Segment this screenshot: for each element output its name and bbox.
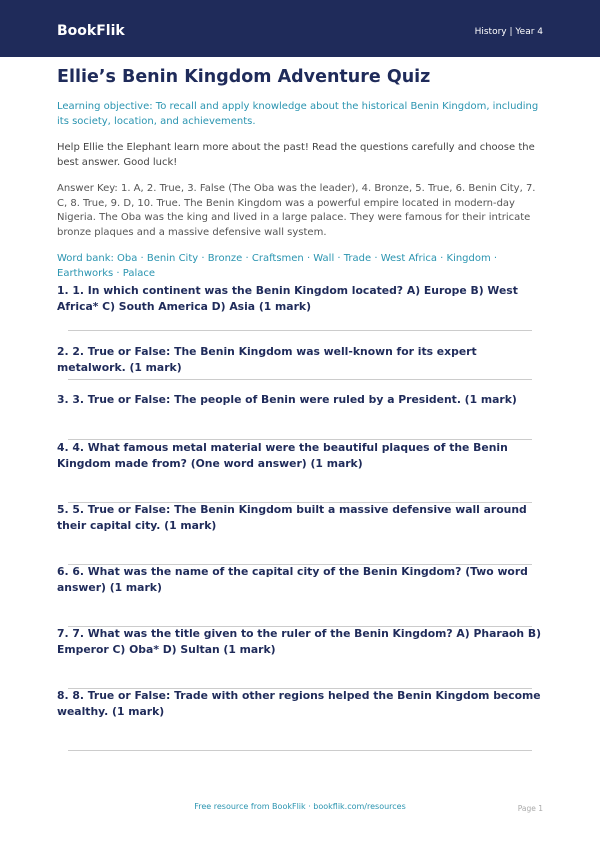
word-bank: Word bank: Oba · Benin City · Bronze · Craftsmen · Wall · Trade · West Africa · Kingdom · Earthworks · Palace [57,253,498,279]
question-8: 8. 8. True or False: Trade with other regions helped the Benin Kingdom become wealthy. (1 mark) [57,689,541,718]
answer-line-2[interactable] [68,379,532,380]
question-7: 7. 7. What was the title given to the ruler of the Benin Kingdom? A) Pharaoh B) Emperor C) Oba* D) Sultan (1 mark) [57,627,542,656]
page-number: Page 1 [517,804,543,813]
answer-line-8[interactable] [68,750,532,751]
question-5: 5. 5. True or False: The Benin Kingdom built a massive defensive wall around their capital city. (1 mark) [57,503,527,532]
question-1: 1. 1. In which continent was the Benin Kingdom located? A) Europe B) West Africa* C) South America D) Asia (1 mark) [57,284,518,313]
question-2: 2. 2. True or False: The Benin Kingdom was well-known for its expert metalwork. (1 mark) [57,345,477,374]
answer-line-1[interactable] [68,330,532,331]
brand-logo[interactable]: BookFlik [57,23,125,39]
question-3: 3. 3. True or False: The people of Benin were ruled by a President. (1 mark) [57,393,517,406]
subject-year-label: History | Year 4 [474,27,543,37]
question-4: 4. 4. What famous metal material were the beautiful plaques of the Benin Kingdom made from? (One word answer) (1 mark) [57,441,508,470]
worksheet-intro [57,57,543,281]
instructions: Help Ellie the Elephant learn more about the past! Read the questions carefully and choose the best answer. Good luck! [57,142,535,168]
question-6: 6. 6. What was the name of the capital city of the Benin Kingdom? (Two word answer) (1 mark) [57,565,528,594]
learning-objective: Learning objective: To recall and apply knowledge about the historical Benin Kingdom, including its society, location, and achievements. [57,101,539,127]
page-header [0,0,600,57]
answer-key: Answer Key: 1. A, 2. True, 3. False (The Oba was the leader), 4. Bronze, 5. True, 6. Benin City, 7. C, 8. True, 9. D, 10. True. The Benin Kingdom was a powerful empire located in modern-day Nigeria. The Oba was the king and lived in a large palace. They were famous for their intricate bronze plaques and a massive defensive wall system. [57,183,536,238]
footer-link[interactable]: Free resource from BookFlik · bookflik.com/resources [194,802,406,811]
page-title: Ellie’s Benin Kingdom Adventure Quiz [57,67,431,87]
